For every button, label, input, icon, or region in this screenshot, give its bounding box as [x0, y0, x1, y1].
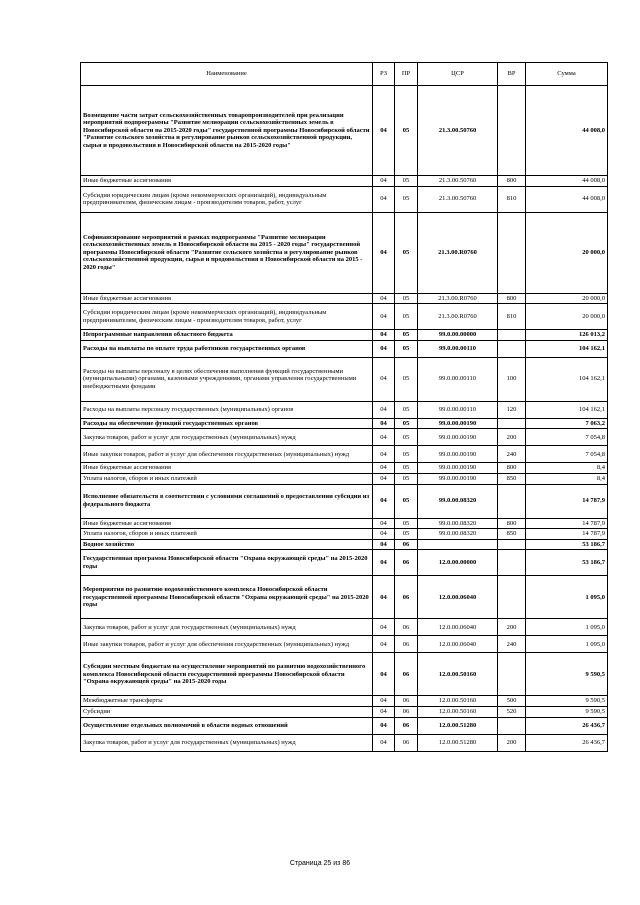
row-vr-cell: 200	[498, 619, 526, 636]
row-sum-cell: 14 787,9	[526, 484, 608, 518]
row-sum-cell: 53 186,7	[526, 550, 608, 576]
row-pr-cell: 05	[395, 176, 418, 187]
row-vr-cell	[498, 550, 526, 576]
row-name-cell: Субсидии местным бюджетам на осуществление мероприятий по развитию водохозяйственного комплекса Новосибирской области государственной программы Новосибирской области "Охрана окружающей среды" на 2015-2020 годы	[81, 653, 373, 696]
row-sum-cell: 7 054,8	[526, 429, 608, 446]
row-rz-cell: 04	[373, 330, 395, 341]
row-sum-cell: 20 000,0	[526, 212, 608, 293]
row-sum-cell: 1 095,0	[526, 576, 608, 619]
table-header-row	[81, 63, 608, 86]
table-row	[81, 212, 608, 293]
row-rz-cell: 04	[373, 653, 395, 696]
row-vr-cell: 810	[498, 304, 526, 330]
row-vr-cell	[498, 717, 526, 734]
row-csr-cell: 99.0.00.00190	[418, 429, 498, 446]
row-csr-cell: 21.3.00.50760	[418, 186, 498, 212]
row-name-cell: Субсидии юридическим лицам (кроме некоммерческих организаций), индивидуальным предпринимателям, физическим лицам - производителям товаров, работ, услуг	[81, 186, 373, 212]
row-pr-cell: 06	[395, 717, 418, 734]
row-csr-cell: 99.0.00.00110	[418, 401, 498, 418]
row-rz-cell: 04	[373, 734, 395, 751]
table-row	[81, 340, 608, 357]
row-name-cell: Возмещение части затрат сельскохозяйственных товаропроизводителей при реализации мероприятий подпрограммы "Развитие мелиорации сельскохозяйственных земель в Новосибирской области на 2015-2020 годы" государственной программы Новосибирской области "Развитие сельского хозяйства и регулирование рынков сельскохозяйственной продукции, сырья и продовольствия в Новосибирской области на 2015-2020 годы"	[81, 86, 373, 176]
row-pr-cell: 06	[395, 539, 418, 550]
row-vr-cell: 100	[498, 357, 526, 401]
row-sum-cell: 26 436,7	[526, 734, 608, 751]
row-csr-cell: 99.0.00.08320	[418, 518, 498, 529]
row-sum-cell: 44 008,0	[526, 176, 608, 187]
row-name-cell: Софинансирование мероприятий в рамках подпрограммы "Развитие мелиорации сельскохозяйственных земель в Новосибирской области на 2015 - 2020 годы" государственной программы Новосибирской области "Развитие сельского хозяйства и регулирование рынков сельскохозяйственной продукции, сырья и продовольствия в Новосибирской области на 2015 - 2020 годы"	[81, 212, 373, 293]
row-name-cell: Закупка товаров, работ и услуг для государственных (муниципальных) нужд	[81, 619, 373, 636]
row-name-cell: Расходы на выплаты персоналу в целях обеспечения выполнения функций государственными (муниципальными) органами, казенными учреждениями, органами управления государственными внебюджетными фондами	[81, 357, 373, 401]
table-row	[81, 717, 608, 734]
row-vr-cell	[498, 212, 526, 293]
table-row	[81, 518, 608, 529]
row-sum-cell: 14 787,9	[526, 518, 608, 529]
row-pr-cell: 05	[395, 463, 418, 474]
row-vr-cell	[498, 330, 526, 341]
row-rz-cell: 04	[373, 619, 395, 636]
row-sum-cell: 8,4	[526, 473, 608, 484]
row-pr-cell: 05	[395, 186, 418, 212]
table-row	[81, 176, 608, 187]
row-pr-cell: 06	[395, 576, 418, 619]
row-vr-cell: 120	[498, 401, 526, 418]
row-pr-cell: 06	[395, 550, 418, 576]
row-sum-cell: 104 162,1	[526, 340, 608, 357]
row-name-cell: Расходы на обеспечение функций государственных органов	[81, 418, 373, 429]
row-rz-cell: 04	[373, 212, 395, 293]
row-csr-cell: 99.0.00.08320	[418, 484, 498, 518]
row-pr-cell: 06	[395, 706, 418, 717]
row-name-cell: Уплата налогов, сборов и иных платежей	[81, 473, 373, 484]
row-name-cell: Закупка товаров, работ и услуг для государственных (муниципальных) нужд	[81, 734, 373, 751]
row-rz-cell: 04	[373, 473, 395, 484]
table-row	[81, 484, 608, 518]
row-name-cell: Субсидии	[81, 706, 373, 717]
row-csr-cell: 99.0.00.00110	[418, 357, 498, 401]
row-vr-cell: 810	[498, 186, 526, 212]
row-name-cell: Иные бюджетные ассигнования	[81, 293, 373, 304]
table-row	[81, 304, 608, 330]
row-rz-cell: 04	[373, 484, 395, 518]
row-sum-cell: 26 436,7	[526, 717, 608, 734]
table-row	[81, 293, 608, 304]
row-name-cell: Осуществление отдельных полномочий в области водных отношений	[81, 717, 373, 734]
row-rz-cell: 04	[373, 446, 395, 463]
row-vr-cell: 240	[498, 636, 526, 653]
header-pr: ПР	[395, 63, 418, 86]
row-rz-cell: 04	[373, 176, 395, 187]
row-name-cell: Уплата налогов, сборов и иных платежей	[81, 529, 373, 540]
row-vr-cell	[498, 576, 526, 619]
row-csr-cell	[418, 539, 498, 550]
row-name-cell: Закупка товаров, работ и услуг для государственных (муниципальных) нужд	[81, 429, 373, 446]
row-vr-cell	[498, 653, 526, 696]
row-csr-cell: 99.0.00.00190	[418, 473, 498, 484]
row-vr-cell	[498, 539, 526, 550]
row-rz-cell: 04	[373, 304, 395, 330]
row-pr-cell: 06	[395, 636, 418, 653]
row-rz-cell: 04	[373, 429, 395, 446]
header-vr: ВР	[498, 63, 526, 86]
row-rz-cell: 04	[373, 186, 395, 212]
row-rz-cell: 04	[373, 529, 395, 540]
table-row	[81, 357, 608, 401]
header-sum: Сумма	[526, 63, 608, 86]
table-row	[81, 446, 608, 463]
table-row	[81, 463, 608, 474]
row-sum-cell: 104 162,1	[526, 357, 608, 401]
row-rz-cell: 04	[373, 340, 395, 357]
table-row	[81, 401, 608, 418]
row-name-cell: Иные закупки товаров, работ и услуг для обеспечения государственных (муниципальных) нужд	[81, 446, 373, 463]
row-rz-cell: 04	[373, 86, 395, 176]
row-sum-cell: 126 013,2	[526, 330, 608, 341]
row-sum-cell: 9 590,5	[526, 696, 608, 707]
table-row	[81, 550, 608, 576]
row-csr-cell: 12.0.00.00000	[418, 550, 498, 576]
row-sum-cell: 9 590,5	[526, 706, 608, 717]
row-rz-cell: 04	[373, 717, 395, 734]
table-row	[81, 418, 608, 429]
row-sum-cell: 104 162,1	[526, 401, 608, 418]
table-row	[81, 529, 608, 540]
row-sum-cell: 1 095,0	[526, 636, 608, 653]
row-csr-cell: 21.3.00.50760	[418, 86, 498, 176]
row-name-cell: Расходы на выплаты по оплате труда работников государственных органов	[81, 340, 373, 357]
row-sum-cell: 9 590,5	[526, 653, 608, 696]
row-rz-cell: 04	[373, 401, 395, 418]
row-pr-cell: 05	[395, 304, 418, 330]
row-csr-cell: 12.0.00.51280	[418, 734, 498, 751]
row-vr-cell: 800	[498, 293, 526, 304]
row-rz-cell: 04	[373, 357, 395, 401]
row-vr-cell	[498, 86, 526, 176]
row-name-cell: Субсидии юридическим лицам (кроме некоммерческих организаций), индивидуальным предпринимателям, физическим лицам - производителям товаров, работ, услуг	[81, 304, 373, 330]
row-csr-cell: 99.0.00.00190	[418, 446, 498, 463]
row-csr-cell: 99.0.00.08320	[418, 529, 498, 540]
row-pr-cell: 06	[395, 653, 418, 696]
row-name-cell: Непрограммные направления областного бюджета	[81, 330, 373, 341]
row-vr-cell: 200	[498, 734, 526, 751]
row-vr-cell: 500	[498, 696, 526, 707]
row-pr-cell: 05	[395, 529, 418, 540]
row-vr-cell: 800	[498, 176, 526, 187]
row-pr-cell: 05	[395, 473, 418, 484]
row-sum-cell: 7 054,8	[526, 446, 608, 463]
table-row	[81, 734, 608, 751]
row-csr-cell: 99.0.00.00110	[418, 340, 498, 357]
row-rz-cell: 04	[373, 539, 395, 550]
table-row	[81, 696, 608, 707]
row-pr-cell: 05	[395, 401, 418, 418]
row-vr-cell: 200	[498, 429, 526, 446]
row-sum-cell: 44 008,0	[526, 86, 608, 176]
row-name-cell: Мероприятия по развитию водохозяйственного комплекса Новосибирской области государственной программы Новосибирской области "Охрана окружающей среды" на 2015-2020 годы	[81, 576, 373, 619]
row-sum-cell: 8,4	[526, 463, 608, 474]
row-sum-cell: 14 787,9	[526, 529, 608, 540]
row-csr-cell: 12.0.00.51280	[418, 717, 498, 734]
table-body	[81, 86, 608, 752]
row-pr-cell: 05	[395, 293, 418, 304]
row-sum-cell: 20 000,0	[526, 304, 608, 330]
row-pr-cell: 06	[395, 734, 418, 751]
row-name-cell: Иные бюджетные ассигнования	[81, 176, 373, 187]
row-vr-cell	[498, 418, 526, 429]
row-pr-cell: 05	[395, 212, 418, 293]
row-csr-cell: 12.0.00.06040	[418, 636, 498, 653]
row-name-cell: Межбюджетные трансферты	[81, 696, 373, 707]
row-csr-cell: 21.3.00.R0760	[418, 304, 498, 330]
row-pr-cell: 05	[395, 446, 418, 463]
table-row	[81, 619, 608, 636]
table-row	[81, 706, 608, 717]
row-vr-cell: 240	[498, 446, 526, 463]
row-sum-cell: 53 186,7	[526, 539, 608, 550]
row-csr-cell: 99.0.00.00000	[418, 330, 498, 341]
row-vr-cell: 800	[498, 518, 526, 529]
row-pr-cell: 05	[395, 518, 418, 529]
row-vr-cell: 850	[498, 473, 526, 484]
table-row	[81, 186, 608, 212]
row-csr-cell: 12.0.00.50160	[418, 696, 498, 707]
row-name-cell: Расходы на выплаты персоналу государственных (муниципальных) органов	[81, 401, 373, 418]
row-pr-cell: 06	[395, 696, 418, 707]
row-rz-cell: 04	[373, 463, 395, 474]
header-rz: РЗ	[373, 63, 395, 86]
row-rz-cell: 04	[373, 576, 395, 619]
row-rz-cell: 04	[373, 706, 395, 717]
row-sum-cell: 1 095,0	[526, 619, 608, 636]
row-pr-cell: 05	[395, 340, 418, 357]
table-row	[81, 576, 608, 619]
row-vr-cell	[498, 484, 526, 518]
table-row	[81, 539, 608, 550]
row-sum-cell: 44 008,0	[526, 186, 608, 212]
table-row	[81, 429, 608, 446]
budget-table	[80, 62, 608, 752]
row-name-cell: Иные бюджетные ассигнования	[81, 463, 373, 474]
row-pr-cell: 05	[395, 330, 418, 341]
row-csr-cell: 99.0.00.00190	[418, 418, 498, 429]
row-csr-cell: 12.0.00.50160	[418, 706, 498, 717]
row-vr-cell: 800	[498, 463, 526, 474]
row-rz-cell: 04	[373, 518, 395, 529]
row-pr-cell: 05	[395, 357, 418, 401]
row-csr-cell: 21.3.00.50760	[418, 176, 498, 187]
row-sum-cell: 20 000,0	[526, 293, 608, 304]
row-pr-cell: 05	[395, 484, 418, 518]
header-name: Наименование	[81, 63, 373, 86]
row-csr-cell: 12.0.00.50160	[418, 653, 498, 696]
row-pr-cell: 05	[395, 418, 418, 429]
row-pr-cell: 05	[395, 429, 418, 446]
row-vr-cell	[498, 340, 526, 357]
row-csr-cell: 12.0.00.06040	[418, 576, 498, 619]
budget-table-container	[80, 62, 607, 752]
row-pr-cell: 05	[395, 86, 418, 176]
row-rz-cell: 04	[373, 293, 395, 304]
table-row	[81, 86, 608, 176]
row-rz-cell: 04	[373, 550, 395, 576]
row-vr-cell: 520	[498, 706, 526, 717]
row-name-cell: Иные бюджетные ассигнования	[81, 518, 373, 529]
row-sum-cell: 7 063,2	[526, 418, 608, 429]
table-row	[81, 330, 608, 341]
header-csr: ЦСР	[418, 63, 498, 86]
row-rz-cell: 04	[373, 636, 395, 653]
table-row	[81, 636, 608, 653]
row-rz-cell: 04	[373, 418, 395, 429]
row-csr-cell: 21.3.00.R0760	[418, 212, 498, 293]
table-row	[81, 653, 608, 696]
row-name-cell: Исполнение обязательств в соответствии с условиями соглашений о предоставлении субсидии из федерального бюджета	[81, 484, 373, 518]
row-csr-cell: 21.3.00.R0760	[418, 293, 498, 304]
row-csr-cell: 12.0.00.06040	[418, 619, 498, 636]
row-pr-cell: 06	[395, 619, 418, 636]
row-name-cell: Государственная программа Новосибирской области "Охрана окружающей среды" на 2015-2020 годы	[81, 550, 373, 576]
row-name-cell: Водное хозяйство	[81, 539, 373, 550]
table-row	[81, 473, 608, 484]
page-footer: Страница 25 из 86	[289, 860, 351, 867]
row-name-cell: Иные закупки товаров, работ и услуг для обеспечения государственных (муниципальных) нужд	[81, 636, 373, 653]
row-rz-cell: 04	[373, 696, 395, 707]
row-csr-cell: 99.0.00.00190	[418, 463, 498, 474]
row-vr-cell: 850	[498, 529, 526, 540]
